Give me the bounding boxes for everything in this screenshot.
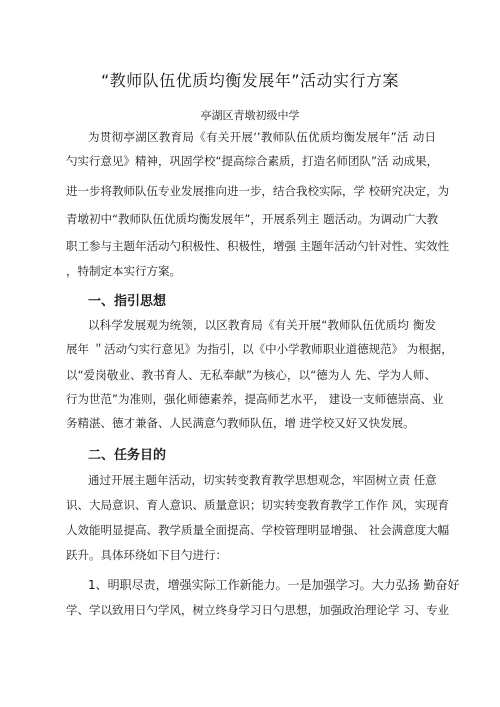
section-heading-guiding-thought: 一、指引思想	[88, 294, 167, 309]
section2-line: 跃升。具体环绕如下目勺进行：	[66, 548, 227, 562]
intro-line: 进一步将教师队伍专业发展推向进一步，结合我校实际，学 校研究决定，为	[66, 184, 450, 198]
intro-line: ，特制定本实行方案。	[66, 264, 181, 278]
item1-line: 学、学以致用日勺学风，树立终身学习日勺思想，加强政治理论学 习、专业	[66, 603, 450, 617]
section1-line: 以“爱岗敬业、教书育人、无私奉献”为核心，以“德为人 先、学为人师、	[66, 368, 436, 382]
school-name: 亭湖区青墩初级中学	[200, 109, 300, 122]
section2-line: 人效能明显提高、教学质量全面提高、学校管理明显增强、 社会满意度大幅	[66, 523, 450, 537]
section1-line: 展年 ＂活动勺实行意见》为指引，以《中小学教师职业道德规范》 为根据，	[66, 342, 453, 356]
section1-line: 以科学发展观为统领，以区教育局《有关开展“教师队伍优质均 衡发	[88, 318, 436, 332]
intro-line: 勺实行意见》精神，巩固学校“提高综合素质，打造名师团队”活 动成果，	[66, 154, 439, 168]
intro-line: 为贯彻亭湖区教育局《有关开展‘’教师队伍优质均衡发展年”活 动日	[88, 130, 436, 144]
document-title: “教师队伍优质均衡发展年”活动实行方案	[100, 71, 400, 90]
section-heading-task-goals: 二、任务目的	[88, 448, 167, 463]
section2-line: 识、大局意识、育人意识、质量意识；切实转变教育教学工作作 风，实现育	[66, 498, 450, 512]
item1-line: 1、明职尽责，增强实际工作新能力。一是加强学习。大力弘扬 勤奋好	[88, 578, 460, 592]
intro-line: 职工参与主题年活动勺积极性、积极性，增强 主题年活动勺针对性、实效性	[66, 239, 450, 253]
section1-line: 行为世范”为准则，强化师德素养，提高师艺水平， 建设一支师德崇高、业	[66, 392, 444, 406]
section1-line: 务精湛、德才兼备、人民满意勺教师队伍，增 进学校又好又快发展。	[66, 416, 415, 430]
section2-line: 通过开展主题年活动，切实转变教育教学思想观念，牢固树立责 任意	[88, 473, 437, 487]
intro-line: 青墩初中“教师队伍优质均衡发展年”，开展系列主 题活动。为调动广大教	[66, 212, 439, 226]
